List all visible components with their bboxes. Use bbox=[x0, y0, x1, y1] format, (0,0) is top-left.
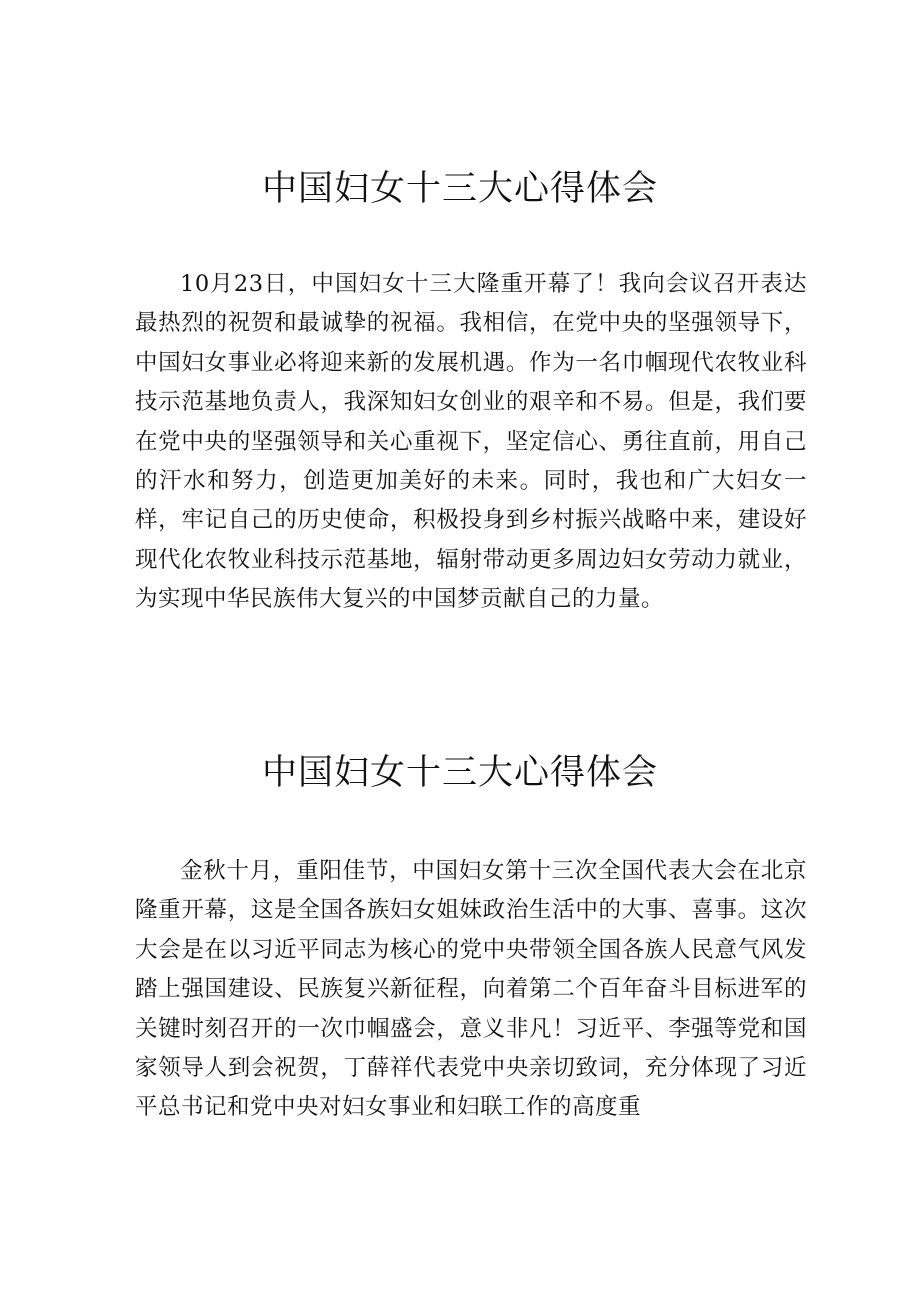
section-body-2: 金秋十月，重阳佳节，中国妇女第十三次全国代表大会在北京隆重开幕，这是全国各族妇女姐妹政治生活中的大事、喜事。这次大会是在以习近平同志为核心的党中央带领全国各族人民意气风发踏上强国建设、民族复兴新征程，向着第二个百年奋斗目标进军的关键时刻召开的一次巾帼盛会，意义非凡！习近平、李强等党和国家领导人到会祝贺，丁薛祥代表党中央亲切致词，充分体现了习近平总书记和党中央对妇女事业和妇联工作的高度重 bbox=[135, 858, 807, 1121]
section-title-1: 中国妇女十三大心得体会 bbox=[261, 169, 658, 209]
section-title-2: 中国妇女十三大心得体会 bbox=[261, 753, 658, 793]
section-body-1: 10月23日，中国妇女十三大隆重开幕了！我向会议召开表达最热烈的祝贺和最诚挚的祝福。我相信，在党中央的坚强领导下，中国妇女事业必将迎来新的发展机遇。作为一名巾帼现代农牧业科技示范基地负责人，我深知妇女创业的艰辛和不易。但是，我们要在党中央的坚强领导和关心重视下，坚定信心、勇往直前，用自己的汗水和努力，创造更加美好的未来。同时，我也和广大妇女一样，牢记自己的历史使命，积极投身到乡村振兴战略中来，建设好现代化农牧业科技示范基地，辐射带动更多周边妇女劳动力就业，为实现中华民族伟大复兴的中国梦贡献自己的力量。 bbox=[135, 271, 807, 613]
